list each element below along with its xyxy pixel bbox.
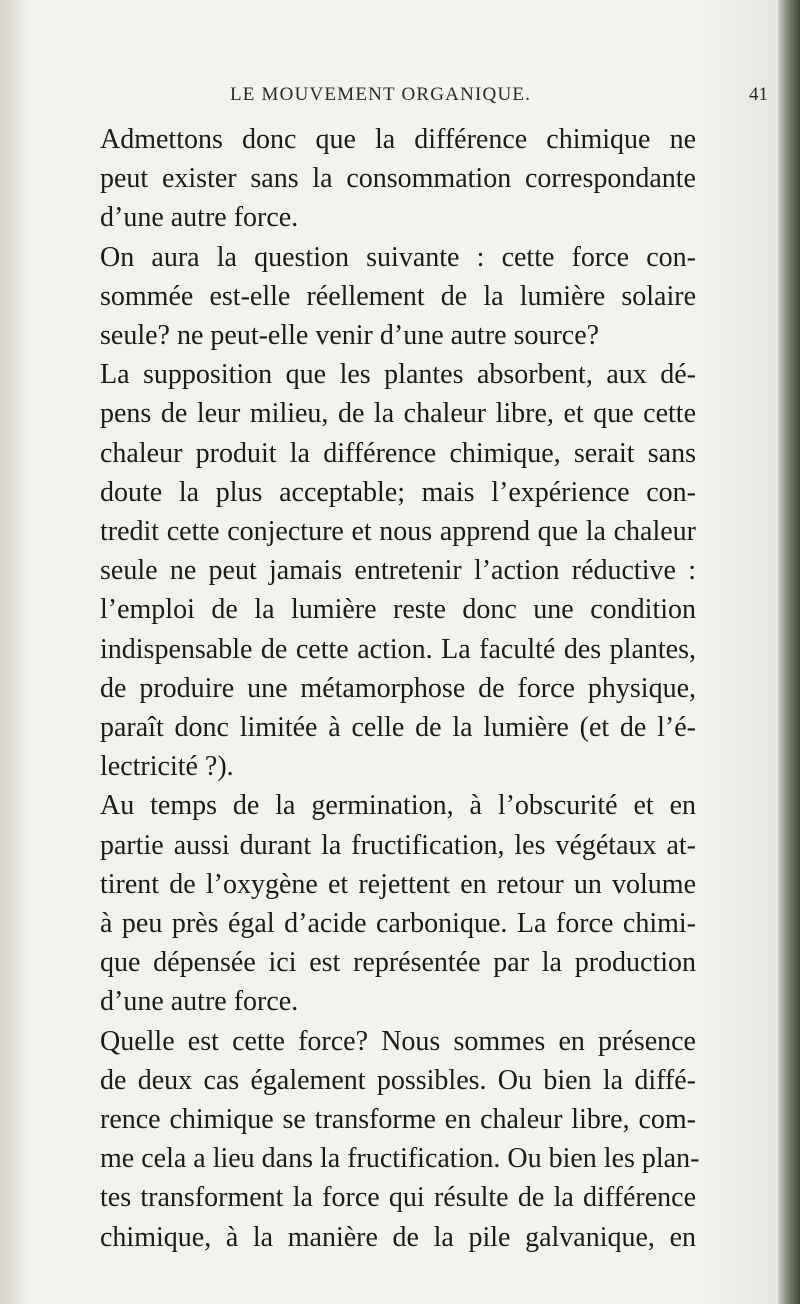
text-line: de deux cas également possibles. Ou bien la diffé-	[100, 1064, 696, 1096]
paragraph	[100, 238, 696, 356]
text-line: La supposition que les plantes absorbent, aux dé-	[100, 359, 696, 391]
text-line: que dépensée ici est représentée par la production	[100, 947, 696, 979]
text-line: chimique, à la manière de la pile galvanique, en	[100, 1221, 696, 1253]
text-line: partie aussi durant la fructification, les végétaux at-	[100, 829, 696, 861]
text-line: indispensable de cette action. La faculté des plantes,	[100, 633, 696, 665]
text-line: On aura la question suivante : cette force con-	[100, 241, 696, 273]
text-line: d’une autre force.	[100, 202, 299, 234]
text-line: tes transforment la force qui résulte de la différence	[100, 1182, 696, 1214]
page-number: 41	[749, 84, 768, 105]
text-line: tredit cette conjecture et nous apprend que la chaleur	[100, 516, 696, 548]
text-line: paraît donc limitée à celle de la lumière (et de l’é-	[100, 712, 696, 744]
text-line: de produire une métamorphose de force physique,	[100, 672, 696, 704]
paragraph	[100, 1022, 700, 1257]
text-line: peut exister sans la consommation correspondante	[100, 163, 696, 195]
text-line: tirent de l’oxygène et rejettent en retour un volume	[100, 868, 696, 900]
page-edge-binding	[778, 0, 800, 1304]
text-line: à peu près égal d’acide carbonique. La force chimi-	[100, 908, 696, 940]
page-header	[100, 84, 768, 114]
text-line: Quelle est cette force? Nous sommes en présence	[100, 1025, 696, 1057]
text-line: Au temps de la germination, à l’obscurité et en	[100, 790, 696, 822]
paragraph	[100, 120, 696, 238]
text-line: me cela a lieu dans la fructification. Ou bien les plan-	[100, 1143, 700, 1175]
text-line: sommée est-elle réellement de la lumière solaire	[100, 280, 696, 312]
paragraph	[100, 786, 696, 1021]
text-line: l’emploi de la lumière reste donc une condition	[100, 594, 696, 626]
text-line: pens de leur milieu, de la chaleur libre, et que cette	[100, 398, 696, 430]
text-line: doute la plus acceptable; mais l’expérience con-	[100, 476, 696, 508]
running-title: LE MOUVEMENT ORGANIQUE.	[230, 84, 532, 105]
text-line: seule? ne peut-elle venir d’une autre source?	[100, 320, 600, 352]
page-gutter-shadow	[0, 0, 24, 1304]
text-line: d’une autre force.	[100, 986, 299, 1018]
text-line: Admettons donc que la différence chimique ne	[100, 124, 696, 155]
body-text	[100, 120, 700, 1257]
text-line: rence chimique se transforme en chaleur libre, com-	[100, 1104, 696, 1136]
text-line: seule ne peut jamais entretenir l’action réductive :	[100, 555, 696, 587]
text-line: chaleur produit la différence chimique, serait sans	[100, 437, 696, 469]
paragraph	[100, 355, 696, 786]
text-line: lectricité ?).	[100, 751, 234, 783]
